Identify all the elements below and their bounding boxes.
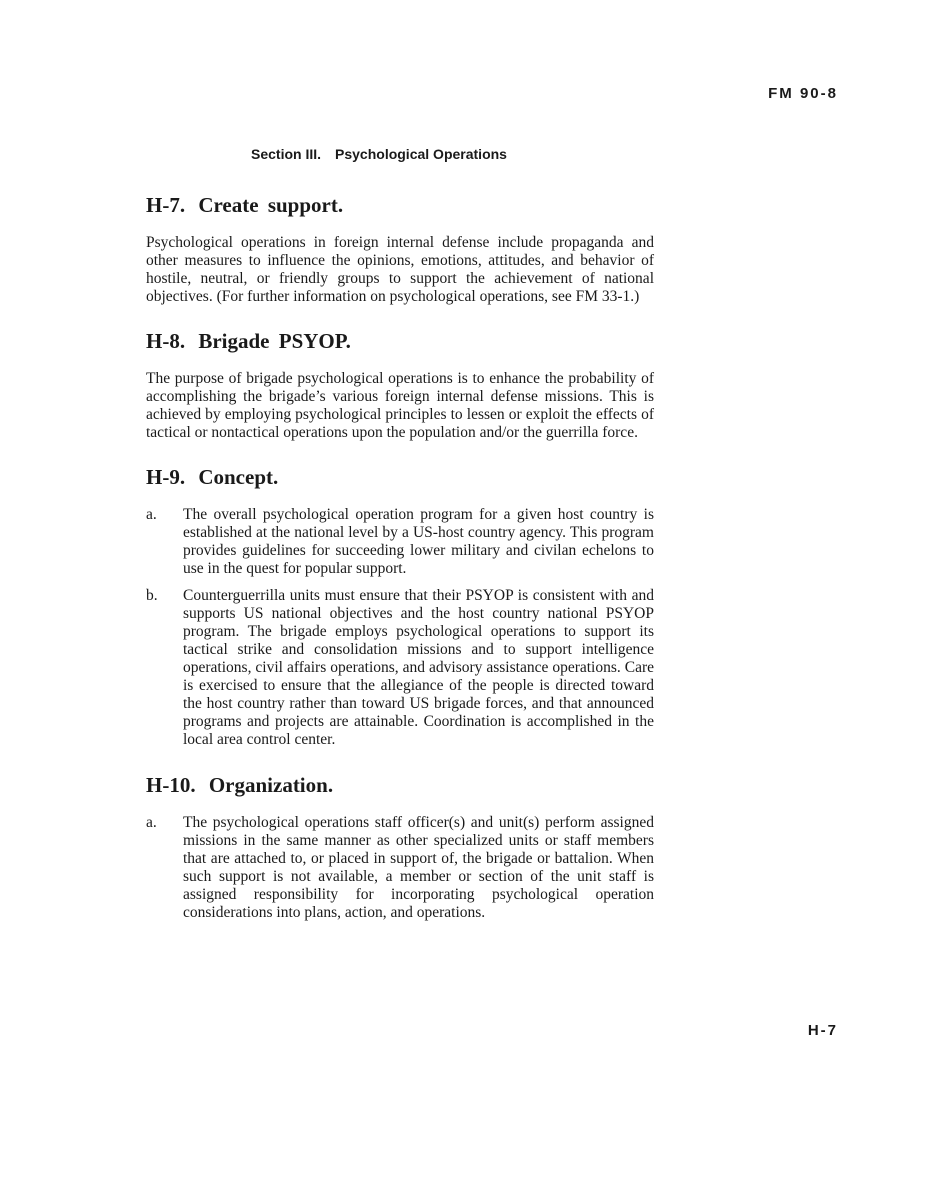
manual-id-header: FM 90-8: [768, 85, 838, 102]
paragraph-heading: [146, 328, 654, 354]
paragraph-h10: [146, 772, 654, 922]
subparagraph-letter: a.: [146, 506, 157, 523]
section-name: Psychological Operations: [335, 146, 507, 162]
paragraph-number: H-7.: [146, 193, 186, 217]
subparagraph: [146, 814, 654, 922]
paragraph-number: H-8.: [146, 329, 186, 353]
subparagraph-text: The psychological operations staff officer(s) and unit(s) perform assigned missions in the same manner as other specialized units or staff members that are attached to, or placed in support of, the brigade or battalion. When such support is not available, a member or section of the unit staff is assigned responsibility for incorporating psychological operation considerations into plans, action, and operations.: [183, 814, 654, 921]
subparagraph-letter: a.: [146, 814, 157, 831]
section-number: Section III.: [251, 146, 322, 162]
document-body: [146, 192, 654, 931]
paragraph-h9: [146, 464, 654, 772]
paragraph-heading: [146, 192, 654, 218]
paragraph-body: Psychological operations in foreign internal defense include propaganda and other measures to influence the opinions, emotions, attitudes, and behavior of hostile, neutral, or friendly groups to support the achievement of national objectives. (For further information on psychological operations, see FM 33-1.): [146, 234, 654, 305]
page-number: H-7: [807, 1022, 838, 1039]
paragraph-title: Brigade PSYOP.: [198, 329, 351, 353]
subparagraph: [146, 587, 654, 749]
paragraph-title: Concept.: [198, 465, 279, 489]
paragraph-heading: [146, 464, 654, 490]
section-title: [251, 146, 507, 162]
paragraph-number: H-9.: [146, 465, 186, 489]
paragraph-heading: [146, 772, 654, 798]
paragraph-h7: [146, 192, 654, 306]
paragraph-title: Organization.: [208, 773, 334, 797]
subparagraph: [146, 506, 654, 578]
subparagraph-letter: b.: [146, 587, 158, 604]
paragraph-h8: [146, 328, 654, 442]
paragraph-title: Create support.: [198, 193, 344, 217]
subparagraph-text: Counterguerrilla units must ensure that their PSYOP is consistent with and supports US national objectives and the host country national PSYOP program. The brigade employs psychological operations to support its tactical strike and consolidation missions and to support intelligence operations, civil affairs operations, and advisory assistance operations. Care is exercised to ensure that the allegiance of the people is directed toward the host country rather than toward US brigade forces, and that announced programs and projects are attainable. Coordination is accomplished in the local area control center.: [183, 587, 654, 748]
subparagraph-text: The overall psychological operation program for a given host country is established at the national level by a US-host country agency. This program provides guidelines for succeeding lower military and civilan echelons to use in the quest for popular support.: [183, 506, 654, 577]
paragraph-body: The purpose of brigade psychological operations is to enhance the probability of accomplishing the brigade’s various foreign internal defense missions. This is achieved by employing psychological principles to lessen or exploit the effects of tactical or nontactical operations upon the population and/or the guerrilla force.: [146, 370, 654, 441]
paragraph-number: H-10.: [146, 773, 196, 797]
